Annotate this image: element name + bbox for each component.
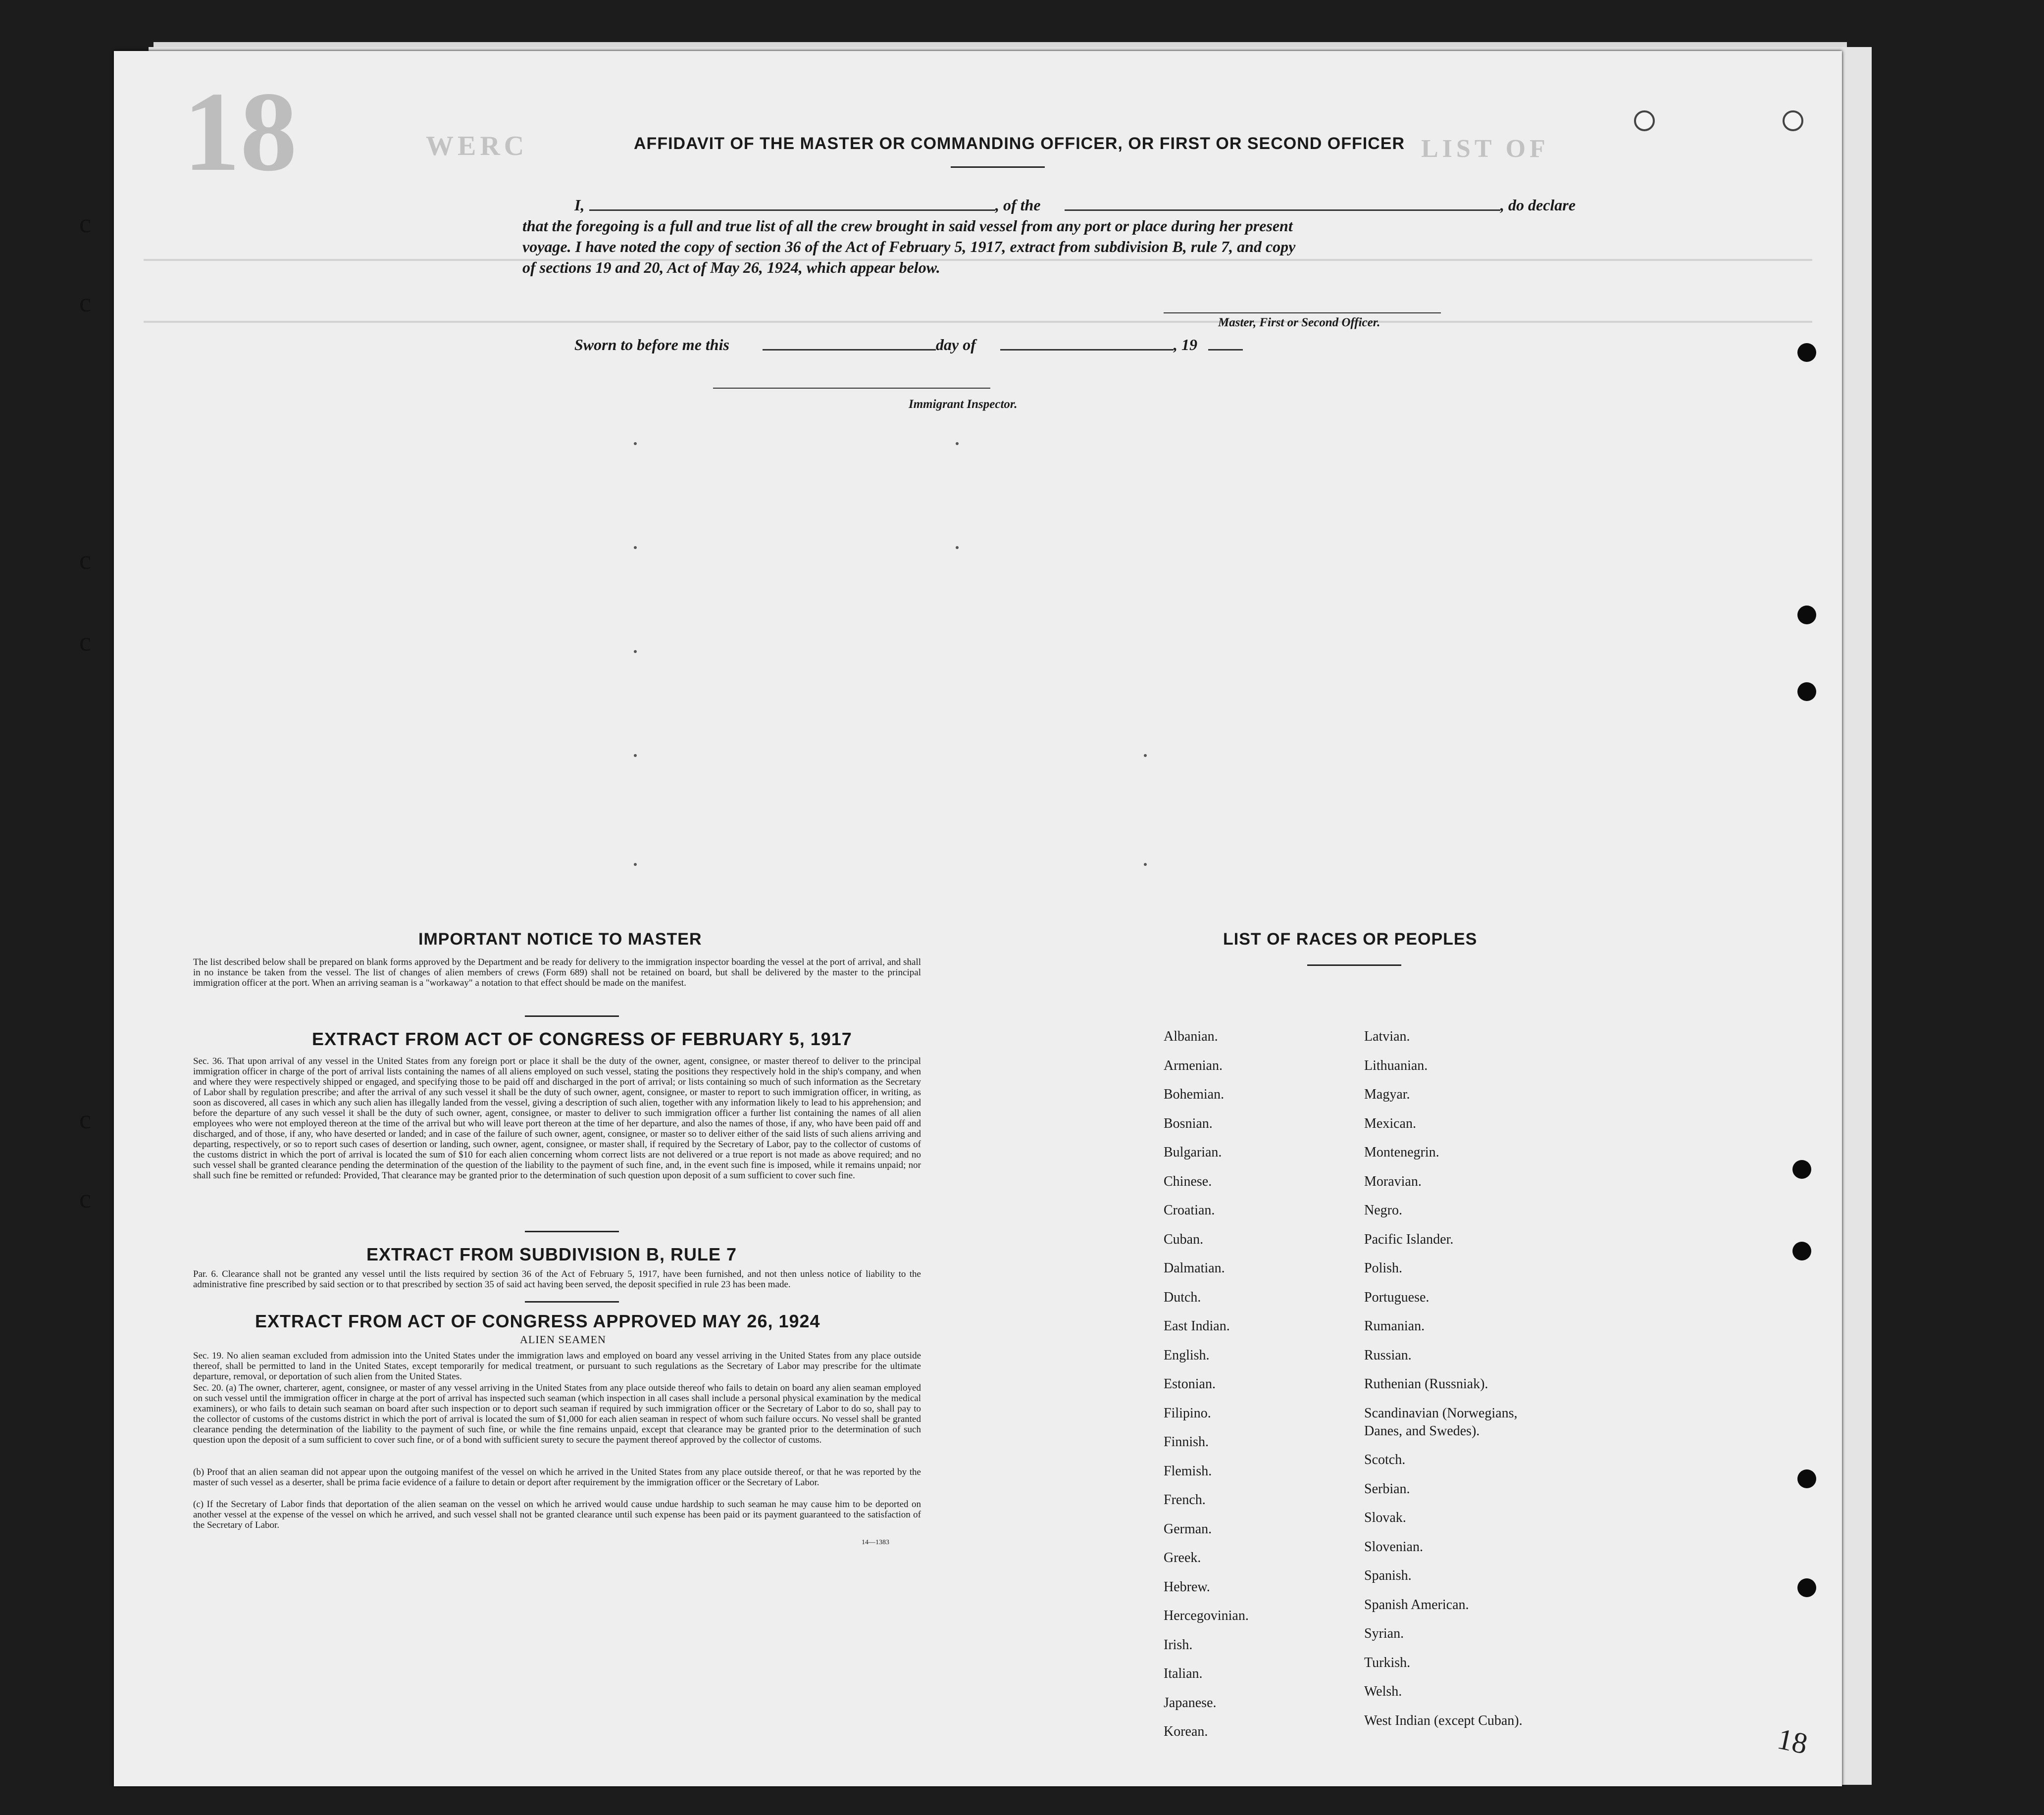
extract-rule7-text: Par. 6. Clearance shall not be granted any vessel until the lists required by section 36 of the Act of February 5, 1917, have been furnished, and not then unless notice of liability to the administrative fine prescribed by said section or to that prescribed by section 35 of said act having been served, the deposit specified in rule 23 has been made. <box>193 1269 921 1290</box>
race-item: Moravian. <box>1364 1173 1422 1189</box>
race-item: Magyar. <box>1364 1087 1410 1102</box>
race-item: Welsh. <box>1364 1684 1402 1699</box>
sec20a-text: Sec. 20. (a) The owner, charterer, agent, consignee, or master of any vessel arriving in the United States from any place outside thereof who fails to detain on board any alien seaman employed on such vessel until the immigration officer in charge at the port of arrival has inspected such seaman (which inspection in all cases shall include a personal physical examination by the medical examiners), or who fails to detain such seaman on board after such inspection or to deport such seaman if required by such immigration officer or the Secretary of Labor to do so, shall pay to the collector of customs of the customs district in which the port of arrival is located the sum of $1,000 for each alien seaman in respect of whom such failure occurs. No vessel shall be granted clearance pending the determination of the liability to the payment of such fine, or while the fine remains unpaid, except that clearance may be granted prior to the determination of such question upon the deposit of a sum sufficient to cover such fine, or of a bond with sufficient surety to secure the payment thereof approved by the collector of customs. <box>193 1383 921 1445</box>
race-item: Korean. <box>1164 1724 1208 1739</box>
races-rule <box>1307 964 1401 966</box>
sec20c-text: (c) If the Secretary of Labor finds that deportation of the alien seaman on the vessel on which he arrived would cause undue hardship to such seaman he may cause him to be deported on another vessel at the expense of the vessel on which he arrived, and such vessel shall not be granted clearance until such expense has been paid or its payment guaranteed to the satisfaction of the Secretary of Labor. <box>193 1499 921 1530</box>
binder-hole <box>1797 605 1816 624</box>
speck <box>1144 863 1147 866</box>
race-item: Latvian. <box>1364 1029 1410 1044</box>
document-page <box>114 51 1842 1786</box>
bleed-through: WERC <box>426 131 528 161</box>
binding-clip: c <box>79 1184 91 1213</box>
race-item: Albanian. <box>1164 1029 1218 1044</box>
race-item: Pacific Islander. <box>1364 1231 1454 1247</box>
race-item: Greek. <box>1164 1550 1201 1565</box>
extract-1917-text: Sec. 36. That upon arrival of any vessel in the United States from any foreign port or place it shall be the duty of the owner, agent, consignee, or master thereof to deliver to the principal immigration officer in charge of the port of arrival lists containing the names of all aliens employed on such vessel, stating the positions they respectively hold in the ship's company, and when and where they were respectively shipped or engaged, and specifying those to be paid off and discharged in the port of arrival; or lists containing so much of such information as the Secretary of Labor shall by regulation prescribe; and after the arrival of any such vessel it shall be the duty of such owner, agent, consignee, or master to report to such immigration officer, in writing, as soon as discovered, all cases in which any such alien has illegally landed from the vessel, giving a description of such alien, together with any information likely to lead to his apprehension; and before the departure of any such vessel it shall be the duty of such owner, agent, consignee, or master to deliver to such immigration officer a further list containing the names of all alien employees who were not employed thereon at the time of the arrival but who will leave port thereon at the time of her departure, and also the names of those, if any, who have been paid off and discharged, and of those, if any, who have deserted or landed; and in case of the failure of such owner, agent, consignee, or master so to deliver either of the said lists of such aliens arriving and departing, respectively, or so to report such cases of desertion or landing, such owner, agent, consignee, or master shall, if required by the Secretary of Labor, pay to the collector of customs of the customs district in which the port of arrival is located the sum of $10 for each alien concerning whom correct lists are not delivered or a true report is not made as above required; and no such vessel shall be granted clearance pending the determination of the question of the liability to the payment of such fine, and, in the event such fine is imposed, while it remains unpaid; nor shall such fine be remitted or refunded: Provided, That clearance may be granted prior to the determination of such question upon deposit of a sum sufficient to cover such fine. <box>193 1056 921 1181</box>
inspector-signature-line[interactable] <box>713 388 990 389</box>
extract-rule7-title: EXTRACT FROM SUBDIVISION B, RULE 7 <box>366 1244 737 1264</box>
binder-hole <box>1797 1578 1816 1597</box>
bleed-through: 18 <box>183 68 297 195</box>
section-rule <box>525 1015 619 1017</box>
race-item: Finnish. <box>1164 1434 1209 1450</box>
race-item: French. <box>1164 1492 1206 1508</box>
speck <box>634 863 637 866</box>
race-item: English. <box>1164 1347 1210 1363</box>
inspector-label: Immigrant Inspector. <box>909 398 1018 411</box>
race-item: Slovak. <box>1364 1510 1406 1525</box>
race-item: Russian. <box>1364 1347 1412 1363</box>
declaration-i: I, <box>574 196 585 214</box>
race-item: Spanish American. <box>1364 1597 1469 1613</box>
binder-hole <box>1792 1242 1811 1260</box>
race-item: Hercegovinian. <box>1164 1608 1249 1623</box>
sworn-day-line[interactable] <box>763 349 936 351</box>
binding-clip: c <box>79 208 91 238</box>
section-rule <box>525 1231 619 1232</box>
race-item: German. <box>1164 1521 1212 1537</box>
sec20b-text: (b) Proof that an alien seaman did not appear upon the outgoing manifest of the vessel on which he arrived in the United States from any place outside thereof, or that he was reported by the master of such vessel as a deserter, shall be prima facie evidence of a failure to detain or deport after requirement by the immigration officer or the Secretary of Labor. <box>193 1467 921 1488</box>
race-item: Serbian. <box>1364 1481 1410 1497</box>
race-item: Scotch. <box>1364 1452 1406 1467</box>
race-item: Bulgarian. <box>1164 1145 1222 1160</box>
extract-1917-title: EXTRACT FROM ACT OF CONGRESS OF FEBRUARY 5, 1917 <box>312 1029 852 1049</box>
bleed-through: LIST OF <box>1421 135 1549 163</box>
race-item: Rumanian. <box>1364 1318 1425 1334</box>
race-item: Bohemian. <box>1164 1087 1225 1102</box>
binder-hole <box>1783 110 1803 131</box>
race-item: Polish. <box>1364 1260 1403 1276</box>
speck <box>956 546 959 549</box>
race-item: West Indian (except Cuban). <box>1364 1713 1523 1728</box>
extract-1924-title: EXTRACT FROM ACT OF CONGRESS APPROVED MAY 26, 1924 <box>255 1311 820 1331</box>
speck <box>956 442 959 445</box>
race-item: Filipino. <box>1164 1405 1211 1421</box>
race-item: Montenegrin. <box>1364 1145 1439 1160</box>
race-item: Hebrew. <box>1164 1579 1210 1595</box>
race-item: Flemish. <box>1164 1463 1212 1479</box>
race-item: Estonian. <box>1164 1376 1216 1392</box>
sworn-year-line[interactable] <box>1208 349 1243 351</box>
race-item: Negro. <box>1364 1203 1402 1218</box>
speck <box>634 754 637 757</box>
race-item: Armenian. <box>1164 1058 1223 1073</box>
master-name-line[interactable] <box>589 209 995 211</box>
speck <box>1144 754 1147 757</box>
binder-hole <box>1797 682 1816 701</box>
race-item: Dalmatian. <box>1164 1260 1225 1276</box>
binder-hole <box>1634 110 1655 131</box>
notice-title: IMPORTANT NOTICE TO MASTER <box>418 930 702 949</box>
binder-hole <box>1797 343 1816 362</box>
title-rule <box>951 166 1045 168</box>
sworn-label: Sworn to before me this <box>574 336 729 353</box>
bleed-line <box>144 321 1812 323</box>
affidavit-title: AFFIDAVIT OF THE MASTER OR COMMANDING OFFICER, OR FIRST OR SECOND OFFICER <box>634 134 1405 153</box>
declaration-line-3: voyage. I have noted the copy of section 36 of the Act of February 5, 1917, extract from subdivision B, rule 7, and copy <box>522 238 1296 255</box>
vessel-name-line[interactable] <box>1065 209 1500 211</box>
race-item: Ruthenian (Russniak). <box>1364 1376 1488 1392</box>
notice-text: The list described below shall be prepared on blank forms approved by the Department and be ready for delivery to the immigration inspector boarding the vessel at the port of arrival, and shall in no instance be taken from the vessel. The list of changes of alien members of crews (Form 689) shall not be retained on board, but shall be delivered by the master to the principal immigration officer at the port. When an arriving seaman is a "workaway" a notation to that effect should be made on the manifest. <box>193 957 921 988</box>
day-of-label: day of <box>936 336 976 353</box>
master-signature-line[interactable] <box>1164 312 1441 313</box>
race-item: Bosnian. <box>1164 1115 1213 1131</box>
binding-clip: c <box>79 1105 91 1134</box>
race-item: Cuban. <box>1164 1231 1204 1247</box>
master-signature-label: Master, First or Second Officer. <box>1218 316 1380 329</box>
race-item: Mexican. <box>1364 1115 1416 1131</box>
race-item: Spanish. <box>1364 1568 1412 1583</box>
race-item: Irish. <box>1164 1637 1193 1653</box>
race-item: Syrian. <box>1364 1626 1404 1641</box>
speck <box>634 546 637 549</box>
binding-clip: c <box>79 288 91 317</box>
declaration-of-the: , of the <box>995 196 1041 214</box>
speck <box>634 650 637 653</box>
year-label: , 19 <box>1174 336 1197 353</box>
speck <box>634 442 637 445</box>
race-item: Slovenian. <box>1364 1539 1423 1555</box>
race-item: Portuguese. <box>1364 1289 1430 1305</box>
race-item: Italian. <box>1164 1666 1203 1681</box>
race-item: Scandinavian (Norwegians, <box>1364 1405 1518 1421</box>
binder-hole <box>1792 1160 1811 1179</box>
section-rule <box>525 1301 619 1303</box>
race-item: East Indian. <box>1164 1318 1230 1334</box>
bleed-line <box>144 259 1812 261</box>
page-number: 18 <box>1774 1722 1811 1761</box>
sec19-text: Sec. 19. No alien seaman excluded from admission into the United States under the immigration laws and employed on board any vessel arriving in the United States from any place outside thereof, shall be permitted to land in the United States, except temporarily for medical treatment, or pursuant to such regulations as the Secretary of Labor may prescribe for the ultimate departure, removal, or deportation of such alien from the United States. <box>193 1351 921 1382</box>
race-item: Japanese. <box>1164 1695 1217 1711</box>
race-item: Lithuanian. <box>1364 1058 1428 1073</box>
declaration-line-4: of sections 19 and 20, Act of May 26, 1924, which appear below. <box>522 258 940 276</box>
binding-clip: c <box>79 627 91 656</box>
race-item: Danes, and Swedes). <box>1364 1423 1480 1439</box>
race-item: Dutch. <box>1164 1289 1201 1305</box>
sworn-month-line[interactable] <box>1000 349 1174 351</box>
form-number: 14—1383 <box>862 1539 889 1546</box>
race-item: Turkish. <box>1364 1655 1411 1670</box>
declaration-declare: , do declare <box>1500 196 1576 214</box>
race-item: Chinese. <box>1164 1173 1212 1189</box>
declaration-line-2: that the foregoing is a full and true list of all the crew brought in said vessel from any port or place during her present <box>522 217 1293 235</box>
races-title: LIST OF RACES OR PEOPLES <box>1223 930 1478 949</box>
alien-seamen-subtitle: ALIEN SEAMEN <box>520 1333 606 1346</box>
binding-clip: c <box>79 545 91 575</box>
race-item: Croatian. <box>1164 1203 1215 1218</box>
binder-hole <box>1797 1469 1816 1488</box>
